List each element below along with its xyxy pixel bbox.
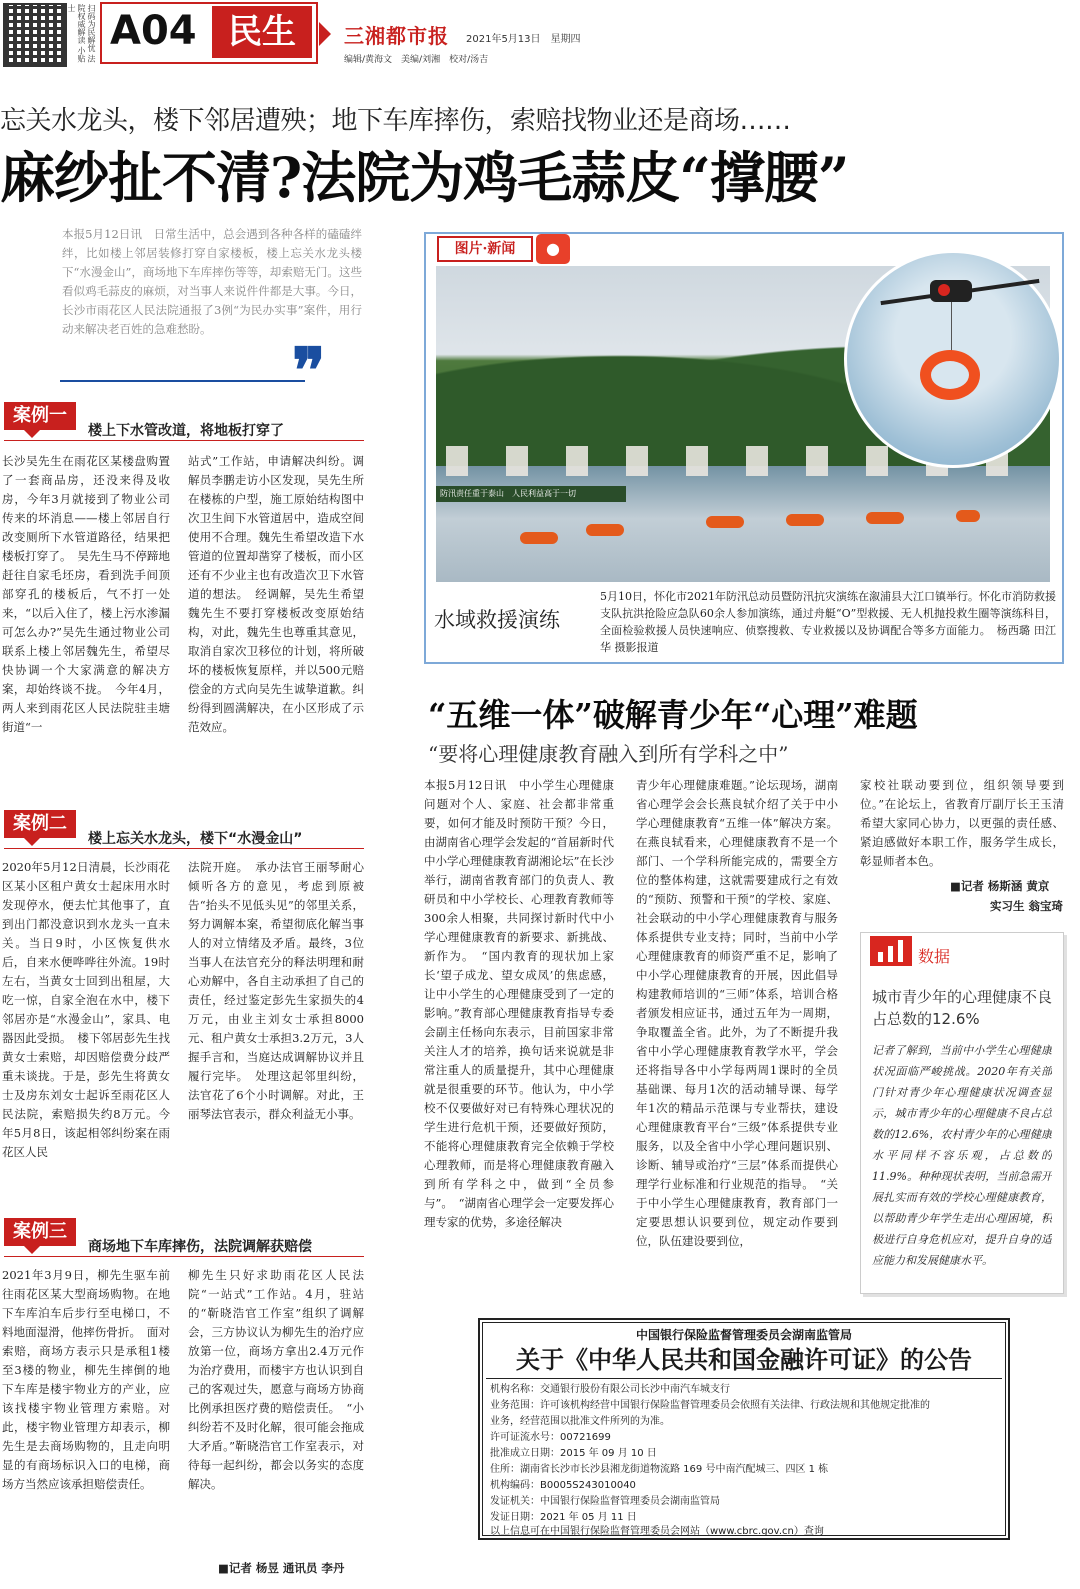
notice-line: 批准成立日期：2015 年 09 月 10 日	[490, 1448, 657, 1459]
divider	[60, 380, 305, 382]
notice-title: 关于《中华人民共和国金融许可证》的公告	[516, 1345, 972, 1374]
divider	[486, 1378, 1002, 1379]
bar-chart-icon	[870, 936, 912, 966]
case-title-2: 楼上忘关水龙头，楼下“水漫金山”	[88, 831, 303, 847]
flood-banner: 防汛责任重于泰山 人民利益高于一切	[436, 486, 626, 502]
notice-line: 发证日期：2021 年 05 月 11 日	[490, 1512, 637, 1523]
rescue-boat	[956, 510, 980, 522]
notice-org: 中国银行保险监督管理委员会湖南监管局	[635, 1328, 852, 1342]
story-signature: ■记者 杨昱 通讯员 李丹	[218, 1561, 345, 1575]
photo-caption-title: 水域救援演练	[434, 608, 560, 632]
notice-line: 许可证流水号：00721699	[490, 1432, 611, 1443]
divider	[4, 1256, 364, 1257]
notice-line: 机构名称：交通银行股份有限公司长沙中南汽车城支行	[490, 1384, 730, 1395]
story2-headline: “五维一体”破解青少年“心理”难题	[428, 696, 918, 734]
drone-rope	[951, 302, 952, 352]
rescue-boat	[586, 524, 624, 536]
camera-icon: ●	[536, 234, 570, 264]
case-tag-1: 案例一	[4, 402, 76, 430]
case-1-col-2: 站式”工作站，申请解决纠纷。调解员李鹏走访小区发现，吴先生所在楼栋的户型，施工原始结构图中次卫生间下水管道居中，造成空间使用不合理。魏先生希望改造下水管道的位置却凿穿了楼板，而小区还有不少业主也有改造次卫下水管道的想法。 经调解，吴先生希望魏先生不要打穿楼板改变原始结构，对此，魏先生也尊重其意见，取消自家次卫移位的计划，将所破坏的楼板恢复原样，并以500元赔偿金的方式向吴先生诚挚道歉。纠纷得到圆满解决，在小区形成了示范效应。	[188, 454, 364, 734]
notice-line: 发证机关：中国银行保险监督管理委员会湖南监管局	[490, 1496, 720, 1507]
rescue-boat	[786, 514, 824, 526]
notice-line: 机构编码：B0005S243010040	[490, 1480, 636, 1491]
story2-signature: ■记者 杨斯涵 黄京	[950, 879, 1050, 893]
drone-icon	[930, 280, 972, 302]
case-tag-3: 案例三	[4, 1218, 76, 1246]
page-number: A04	[110, 8, 197, 54]
case-2-col-1: 2020年5月12日清晨，长沙雨花区某小区租户黄女士起床用水时发现停水，便去忙其他事了，直到出门都没意识到水龙头一直未关。当日9时，小区恢复供水后，自来水便哗哗往外流。19时左右，当黄女士回到出租屋，大吃一惊，自家全泡在水中，楼下邻居亦是“水漫金山”，家具、电器因此受损。 楼下邻居彭先生找黄女士索赔，却因赔偿费分歧严重未谈拢。于是，彭先生将黄女士及房东刘女士起诉至雨花区人民法院，索赔损失约8万元。今年5月8日，该起相邻纠纷案在雨花区人民	[2, 860, 170, 1159]
drone-light	[938, 284, 950, 296]
story-kicker: 忘关水龙头，楼下邻居遭殃；地下车库摔伤，索赔找物业还是商场……	[0, 106, 791, 136]
story-intro: 本报5月12日讯 日常生活中，总会遇到各种各样的磕磕绊绊，比如楼上邻居装修打穿自家楼板，楼上忘关水龙头楼下“水漫金山”，商场地下车库摔伤等等，却索赔无门。这些看似鸡毛蒜皮的麻烦，对当事人来说件件都是大事。今日，长沙市雨花区人民法院通报了3例“为民办实事”案件，用行动来解决老百姓的急难愁盼。	[62, 227, 362, 336]
life-buoy-icon	[920, 350, 980, 400]
paper-name: 三湘都市报	[344, 24, 449, 48]
notice-line: 住所：湖南省长沙市长沙县湘龙街道物流路 169 号中南汽配城三、四区 1 栋	[490, 1464, 829, 1475]
rescue-boat	[706, 516, 744, 528]
photo-caption: 5月10日，怀化市2021年防汛总动员暨防汛抗灾演练在溆浦县大江口镇举行。怀化市消防救援支队抗洪抢险应急队60余人参加演练，通过舟艇“O”型救援、无人机抛投救生圈等演练科目，全面检验救援人员快速响应、侦察搜救、专业救援以及协调配合等多方面能力。 杨西璐 田江华 摄影报道	[600, 590, 1056, 654]
case-3-col-1: 2021年3月9日，柳先生驱车前往雨花区某大型商场购物。在地下车库泊车后步行至电梯口，不料地面湿滑，他摔伤骨折。 面对索赔，商场方表示只是承租1楼至3楼的物业，柳先生摔倒的地下车库是楼宇物业方的产业，应该找楼宇物业管理方索赔。对此，楼宇物业管理方却表示，柳先生是去商场购物的，且走向明显的有商场标识入口的电梯，商场方当然应该承担赔偿责任。	[2, 1268, 170, 1491]
case-tag-2: 案例二	[4, 810, 76, 838]
story2-col-1: 本报5月12日讯 中小学生心理健康问题对个人、家庭、社会都非常重要，如何才能及时预防干预？今日，由湖南省心理学会发起的“首届新时代中小学心理健康教育湖湘论坛”在长沙举行，湖南省教育部门的负责人、教研员和中小学校长、心理教育教师等300余人相聚，共同探讨新时代中小学心理健康教育的新要求、新挑战、新作为。 “国内教育的现状加上家长‘望子成龙、望女成凤’的焦虑感，让中小学生的心理健康受到了一定的影响。”教育部心理健康教育指导专委会副主任杨向东表示，目前国家非常关注人才的培养，换句话来说就是非常注重人的质量提升，其中心理健康就是很重要的环节。他认为，中小学校不仅要做好对已有特殊心理状况的学生进行危机干预，还要做好预防，不能将心理健康教育完全依赖于学校心理教师，而是将心理健康教育融入到所有学科之中，做到“全员参与”。 “湖南省心理学会一定要发挥心理专家的优势，多途径解决	[424, 778, 614, 1229]
chevron-right-icon	[319, 22, 331, 46]
data-body: 记者了解到，当前中小学生心理健康状况面临严峻挑战。2020年有关部门针对青少年心理健康状况调查显示，城市青少年的心理健康不良占总数的12.6%，农村青少年的心理健康水平同样不容乐观，占总数的11.9%。种种现状表明，当前急需开展扎实而有效的学校心理健康教育，以帮助青少年学生走出心理困境，积极进行自身危机应对，提升自身的适应能力和发展健康水平。	[872, 1044, 1052, 1267]
data-title: 城市青少年的心理健康不良占总数的12.6%	[872, 988, 1053, 1028]
quote-icon: ❞	[292, 334, 326, 407]
editor-credits: 编辑/黄海文 美编/刘湘 校对/汤吉	[344, 55, 489, 65]
notice-line: 业务范围：许可该机构经营中国银行保险监督管理委员会依照有关法律、行政法规和其他规定批准的	[490, 1400, 930, 1411]
rescue-boat	[520, 532, 558, 544]
issue-date: 2021年5月13日 星期四	[466, 34, 581, 45]
photo-news-tag: 图片·新闻	[437, 236, 533, 262]
notice-line: 业务，经营范围以批准文件所列的为准。	[490, 1416, 670, 1427]
story2-col-3: 家校社联动要到位，组织领导要到位。”在论坛上，省教育厅副厅长王玉清希望大家同心协力，以更强的责任感、紧迫感做好本职工作，服务学生成长，彰显师者本色。	[860, 778, 1064, 868]
data-label: 数据	[918, 947, 951, 966]
rescue-boat	[866, 512, 904, 524]
story-headline: 麻纱扯不清?法院为鸡毛蒜皮“撑腰”	[0, 145, 849, 210]
story2-signature-2: 实习生 翁宝琦	[990, 899, 1064, 913]
qr-caption: 扫码为民解忧 法院权威解读 小贴士	[67, 4, 96, 63]
notice-line: 以上信息可在中国银行保险监督管理委员会网站（www.cbrc.gov.cn）查询	[490, 1526, 824, 1537]
case-1-col-1: 长沙吴先生在雨花区某楼盘购置了一套商品房，还没来得及收房，今年3月就接到了物业公司传来的坏消息——楼上邻居自行改变厕所下水管道路径，结果把楼板打穿了。 吴先生马不停蹄地赶往自家毛坯房，看到洗手间顶部穿孔的楼板后，气不打一处来，“以后入住了，楼上污水渗漏可怎么办?”吴先生通过物业公司联系上楼上邻居魏先生，希望尽快协调一个大家满意的解决方案，却始终谈不拢。 今年4月，两人来到雨花区人民法院驻圭塘街道“一	[2, 454, 170, 734]
case-2-col-2: 法院开庭。 承办法官王丽琴耐心倾听各方的意见，考虑到原被告“抬头不见低头见”的邻里关系，努力调解本案，希望彻底化解当事人的对立情绪及矛盾。最终，3位当事人在法官充分的释法明理和耐心劝解中，各自主动承担了自己的责任，经过鉴定彭先生家损失的4万元，由业主刘女士承担8000元、租户黄女士承担3.2万元，3人握手言和，当庭达成调解协议并且履行完毕。 处理这起邻里纠纷，法官花了6个小时调解。对此，王丽琴法官表示，群众利益无小事。	[188, 860, 364, 1121]
case-title-3: 商场地下车库摔伤，法院调解获赔偿	[88, 1239, 312, 1255]
story2-col-2: 青少年心理健康难题。”论坛现场，湖南省心理学会会长燕良轼介绍了关于中小学心理健康教育“五维一体”解决方案。在燕良轼看来，心理健康教育不是一个部门、一个学科所能完成的，需要全方位的整体构建，这就需要建成行之有效的“预防、预警和干预”的学校、家庭、社会联动的中小学心理健康教育与服务体系提供专业支持；同时，当前中小学心理健康教育的师资严重不足，影响了中小学心理健康教育的开展，因此倡导构建教师培训的“三师”体系，培训合格者颁发相应证书，通过五年为一周期，争取覆盖全省。此外，为了不断提升我省中小学心理健康教育教学水平，学会还将指导各中小学每两周1课时的全员基础课、每月1次的活动辅导课、每学年1次的精品示范课与专业帮扶，建设心理健康教育平台“三级”体系提供专业服务，以及全省中小学心理问题识别、诊断、辅导或治疗“三层”体系而提供心理学行业标准和行业规范的指导。 “关于中小学生心理健康教育，教育部门一定要思想认识要到位，规定动作要到位，队伍建设要到位，	[636, 778, 838, 1248]
case-3-col-2: 柳先生只好求助雨花区人民法院“一站式”工作站。4月，驻站的“靳晓浩官工作室”组织了调解会，三方协议认为柳先生的治疗应放第一位，商场方拿出2.4万元作为治疗费用，而楼宇方也认识到自己的客观过失，愿意与商场方协商比例承担医疗费的赔偿责任。 “小纠纷若不及时化解，很可能会拖成大矛盾。”靳晓浩官工作室表示，对待每一起纠纷，都会以务实的态度解决。	[188, 1268, 364, 1491]
story2-subhead: “要将心理健康教育融入到所有学科之中”	[428, 742, 789, 766]
divider	[4, 440, 364, 441]
section-tag: 民生	[212, 6, 312, 58]
case-title-1: 楼上下水管改道，将地板打穿了	[88, 423, 284, 439]
divider	[4, 848, 364, 849]
qr-code	[3, 3, 67, 67]
